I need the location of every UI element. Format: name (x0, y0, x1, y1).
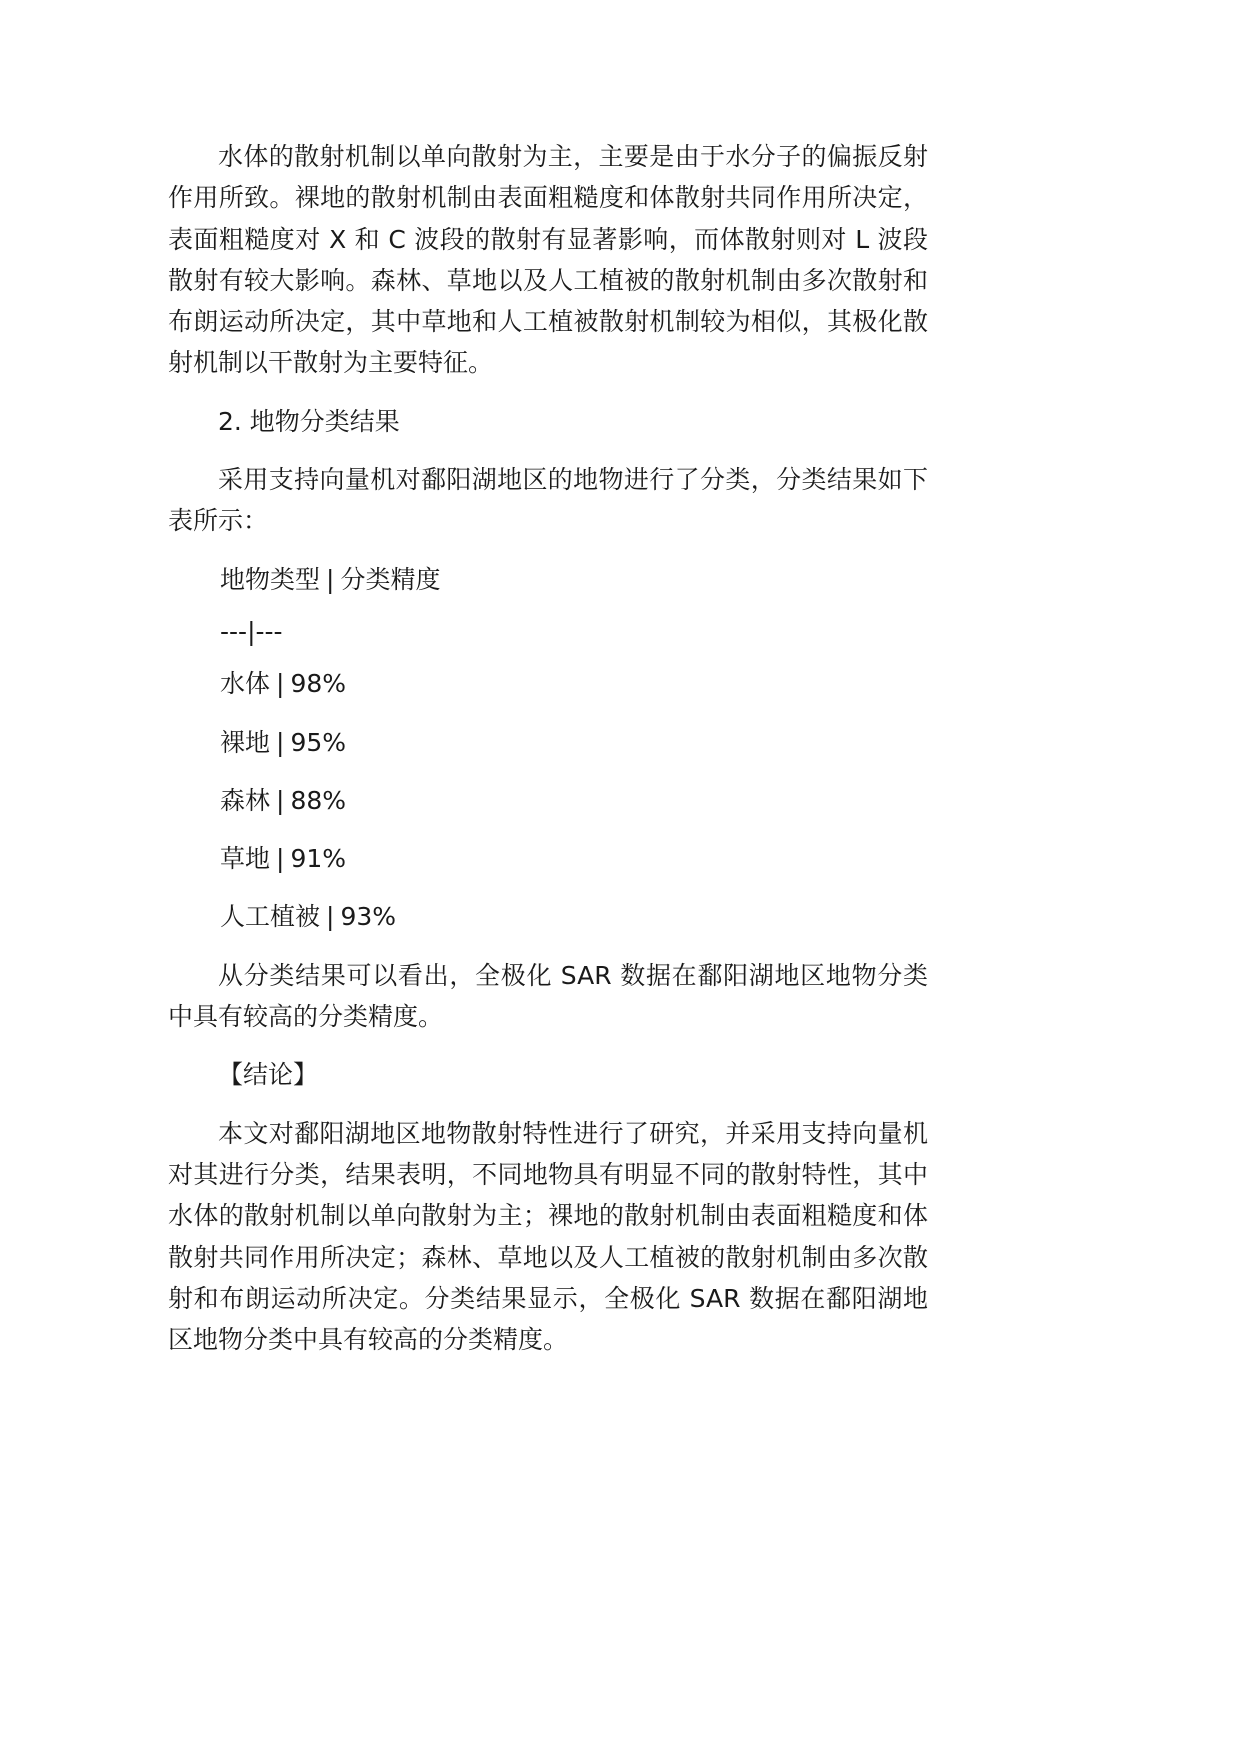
table-row (168, 722, 928, 763)
table-cell-accuracy: 91% (290, 844, 347, 874)
column-separator: | (276, 785, 285, 815)
table-cell-type: 草地 (220, 844, 271, 874)
table-header-row (168, 559, 928, 600)
table-cell-type: 森林 (220, 785, 271, 815)
table-row (168, 663, 928, 704)
table-cell-accuracy: 98% (290, 669, 347, 699)
column-separator: | (326, 564, 335, 594)
table-row (168, 896, 928, 937)
conclusion-paragraph: 本文对鄱阳湖地区地物散射特性进行了研究，并采用支持向量机对其进行分类，结果表明，不同地物具有明显不同的散射特性，其中水体的散射机制以单向散射为主；裸地的散射机制由表面粗糙度和体散射共同作用所决定；森林、草地以及人工植被的散射机制由多次散射和布朗运动所决定。分类结果显示，全极化 SAR 数据在鄱阳湖地区地物分类中具有较高的分类精度。 (168, 1118, 928, 1355)
scattering-paragraph: 水体的散射机制以单向散射为主，主要是由于水分子的偏振反射作用所致。裸地的散射机制由表面粗糙度和体散射共同作用所决定，表面粗糙度对 X 和 C 波段的散射有显著影响，而体散射则对 L 波段散射有较大影响。森林、草地以及人工植被的散射机制由多次散射和布朗运动所决定，其中草地和人工植被散射机制较为相似，其极化散射机制以干散射为主要特征。 (168, 142, 928, 378)
table-separator-row: ---|--- (220, 616, 283, 646)
table-header-accuracy: 分类精度 (340, 564, 441, 594)
table-cell-accuracy: 93% (340, 902, 397, 932)
table-cell-type: 水体 (220, 669, 271, 699)
table-cell-type: 人工植被 (220, 902, 321, 932)
table-cell-accuracy: 88% (290, 785, 347, 815)
column-separator: | (276, 844, 285, 874)
intro-paragraph: 采用支持向量机对鄱阳湖地区的地物进行了分类，分类结果如下表所示： (168, 465, 928, 536)
summary-paragraph: 从分类结果可以看出，全极化 SAR 数据在鄱阳湖地区地物分类中具有较高的分类精度。 (168, 960, 928, 1032)
conclusion-heading: 【结论】 (218, 1060, 319, 1090)
table-header-type: 地物类型 (220, 564, 321, 594)
column-separator: | (276, 669, 285, 699)
section-heading: 2. 地物分类结果 (218, 406, 400, 436)
column-separator: | (276, 727, 285, 757)
table-cell-type: 裸地 (220, 727, 271, 757)
table-row (168, 838, 928, 879)
document-content (168, 136, 928, 1360)
table-cell-accuracy: 95% (290, 727, 347, 757)
column-separator: | (326, 902, 335, 932)
table-row (168, 780, 928, 821)
